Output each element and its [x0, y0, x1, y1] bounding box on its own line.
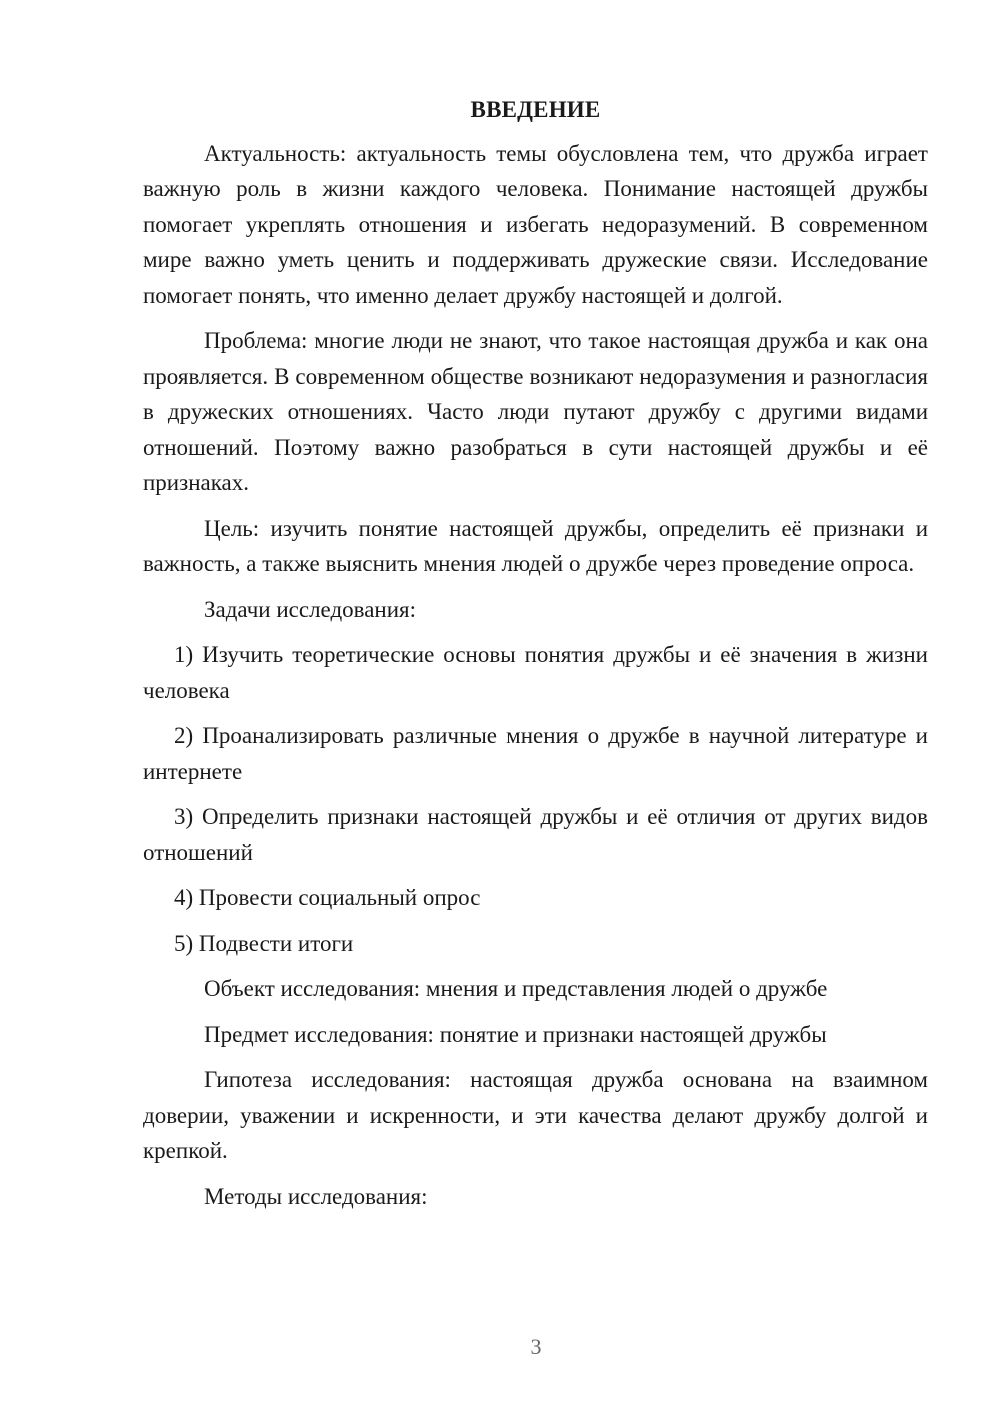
object-paragraph: Объект исследования: мнения и представления людей о дружбе	[204, 976, 828, 1001]
page-number: 3	[530, 1334, 542, 1359]
section-title: ВВЕДЕНИЕ	[470, 97, 601, 122]
tasks-heading: Задачи исследования:	[204, 596, 417, 622]
task-item-4: 4) Провести социальный опрос	[174, 885, 481, 910]
problem-paragraph: Проблема: многие люди не знают, что такое настоящая дружба и как она проявляется. В современном обществе возникают недоразумения и разногласия в дружеских отношениях. Часто люди путают дружбу с другими видами отношений. Поэтому важно разобраться в сути настоящей дружбы и её признаках.	[143, 328, 928, 495]
goal-paragraph: Цель: изучить понятие настоящей дружбы, определить её признаки и важность, а также выяснить мнения людей о дружбе через проведение опроса.	[143, 515, 928, 576]
task-item-1: 1) Изучить теоретические основы понятия дружбы и её значения в жизни человека	[143, 642, 928, 703]
task-item-5: 5) Подвести итоги	[174, 930, 354, 956]
subject-paragraph: Предмет исследования: понятие и признаки настоящей дружбы	[204, 1021, 827, 1047]
relevance-paragraph: Актуальность: актуальность темы обусловлена тем, что дружба играет важную роль в жизни каждого человека. Понимание настоящей дружбы помогает укреплять отношения и избегать недоразумений. В современном мире важно уметь ценить и поддерживать дружеские связи. Исследование помогает понять, что именно делает дружбу настоящей и долгой.	[143, 140, 928, 308]
task-item-2: 2) Проанализировать различные мнения о дружбе в научной литературе и интернете	[143, 723, 928, 784]
hypothesis-paragraph: Гипотеза исследования: настоящая дружба основана на взаимном доверии, уважении и искренности, и эти качества делают дружбу долгой и крепкой.	[143, 1067, 928, 1163]
methods-heading: Методы исследования:	[204, 1183, 428, 1209]
task-item-3: 3) Определить признаки настоящей дружбы и её отличия от других видов отношений	[143, 804, 928, 865]
page-content	[143, 92, 928, 1214]
